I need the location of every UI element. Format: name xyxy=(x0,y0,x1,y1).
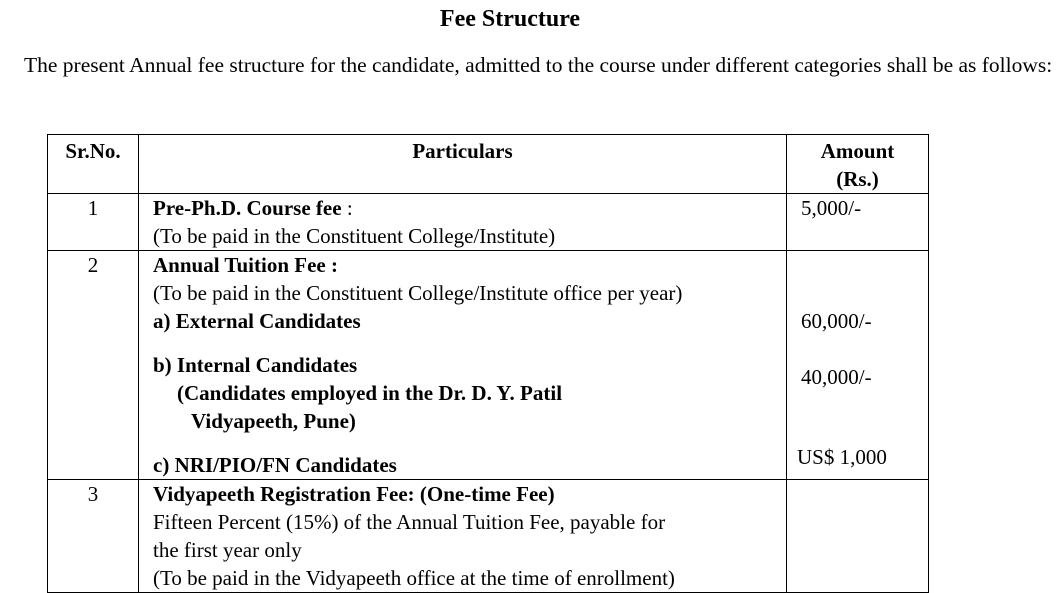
table-row xyxy=(48,194,929,251)
table-row xyxy=(48,480,929,593)
row3-srno: 3 xyxy=(48,480,139,593)
intro-paragraph: The present Annual fee structure for the candidate, admitted to the course under different categories shall be as follows: xyxy=(24,53,1053,77)
row3-line2: the first year only xyxy=(153,538,302,562)
table-header-row xyxy=(48,135,929,194)
header-particulars: Particulars xyxy=(139,135,787,194)
row1-heading-suffix: : xyxy=(341,196,353,220)
header-amount xyxy=(787,135,929,194)
row2-note: (To be paid in the Constituent College/Institute office per year) xyxy=(153,281,683,305)
row2-item-b-amount: 40,000/- xyxy=(801,365,872,389)
row2-particulars xyxy=(139,251,787,480)
row3-heading: Vidyapeeth Registration Fee: (One-time Fee) xyxy=(153,482,555,506)
fee-table xyxy=(47,134,929,593)
table-row xyxy=(48,251,929,480)
row3-line1: Fifteen Percent (15%) of the Annual Tuition Fee, payable for xyxy=(153,510,666,534)
row2-srno: 2 xyxy=(48,251,139,480)
row3-amount xyxy=(787,480,929,593)
row1-note: (To be paid in the Constituent College/Institute) xyxy=(153,224,556,248)
row1-heading-line xyxy=(153,194,786,222)
row2-item-a-amount: 60,000/- xyxy=(801,309,872,333)
row3-particulars xyxy=(139,480,787,593)
row2-item-a-label: a) External Candidates xyxy=(153,309,361,333)
row1-particulars xyxy=(139,194,787,251)
page-title: Fee Structure xyxy=(439,6,581,32)
row2-heading: Annual Tuition Fee : xyxy=(153,253,338,277)
header-amount-line1: Amount xyxy=(820,139,895,163)
row1-heading: Pre-Ph.D. Course fee xyxy=(153,196,342,220)
row2-amounts xyxy=(787,251,929,480)
row1-amount: 5,000/- xyxy=(787,194,929,251)
header-srno: Sr.No. xyxy=(48,135,139,194)
row2-item-c-amount: US$ 1,000 xyxy=(797,445,887,469)
row2-item-b-detail1: (Candidates employed in the Dr. D. Y. Patil xyxy=(177,381,563,405)
row1-srno: 1 xyxy=(48,194,139,251)
row2-item-b-label: b) Internal Candidates xyxy=(153,353,358,377)
row2-item-c-label: c) NRI/PIO/FN Candidates xyxy=(153,453,397,477)
header-amount-line2: (Rs.) xyxy=(836,167,879,191)
row3-line3: (To be paid in the Vidyapeeth office at the time of enrollment) xyxy=(153,566,675,590)
row2-item-b-detail2: Vidyapeeth, Pune) xyxy=(191,409,356,433)
